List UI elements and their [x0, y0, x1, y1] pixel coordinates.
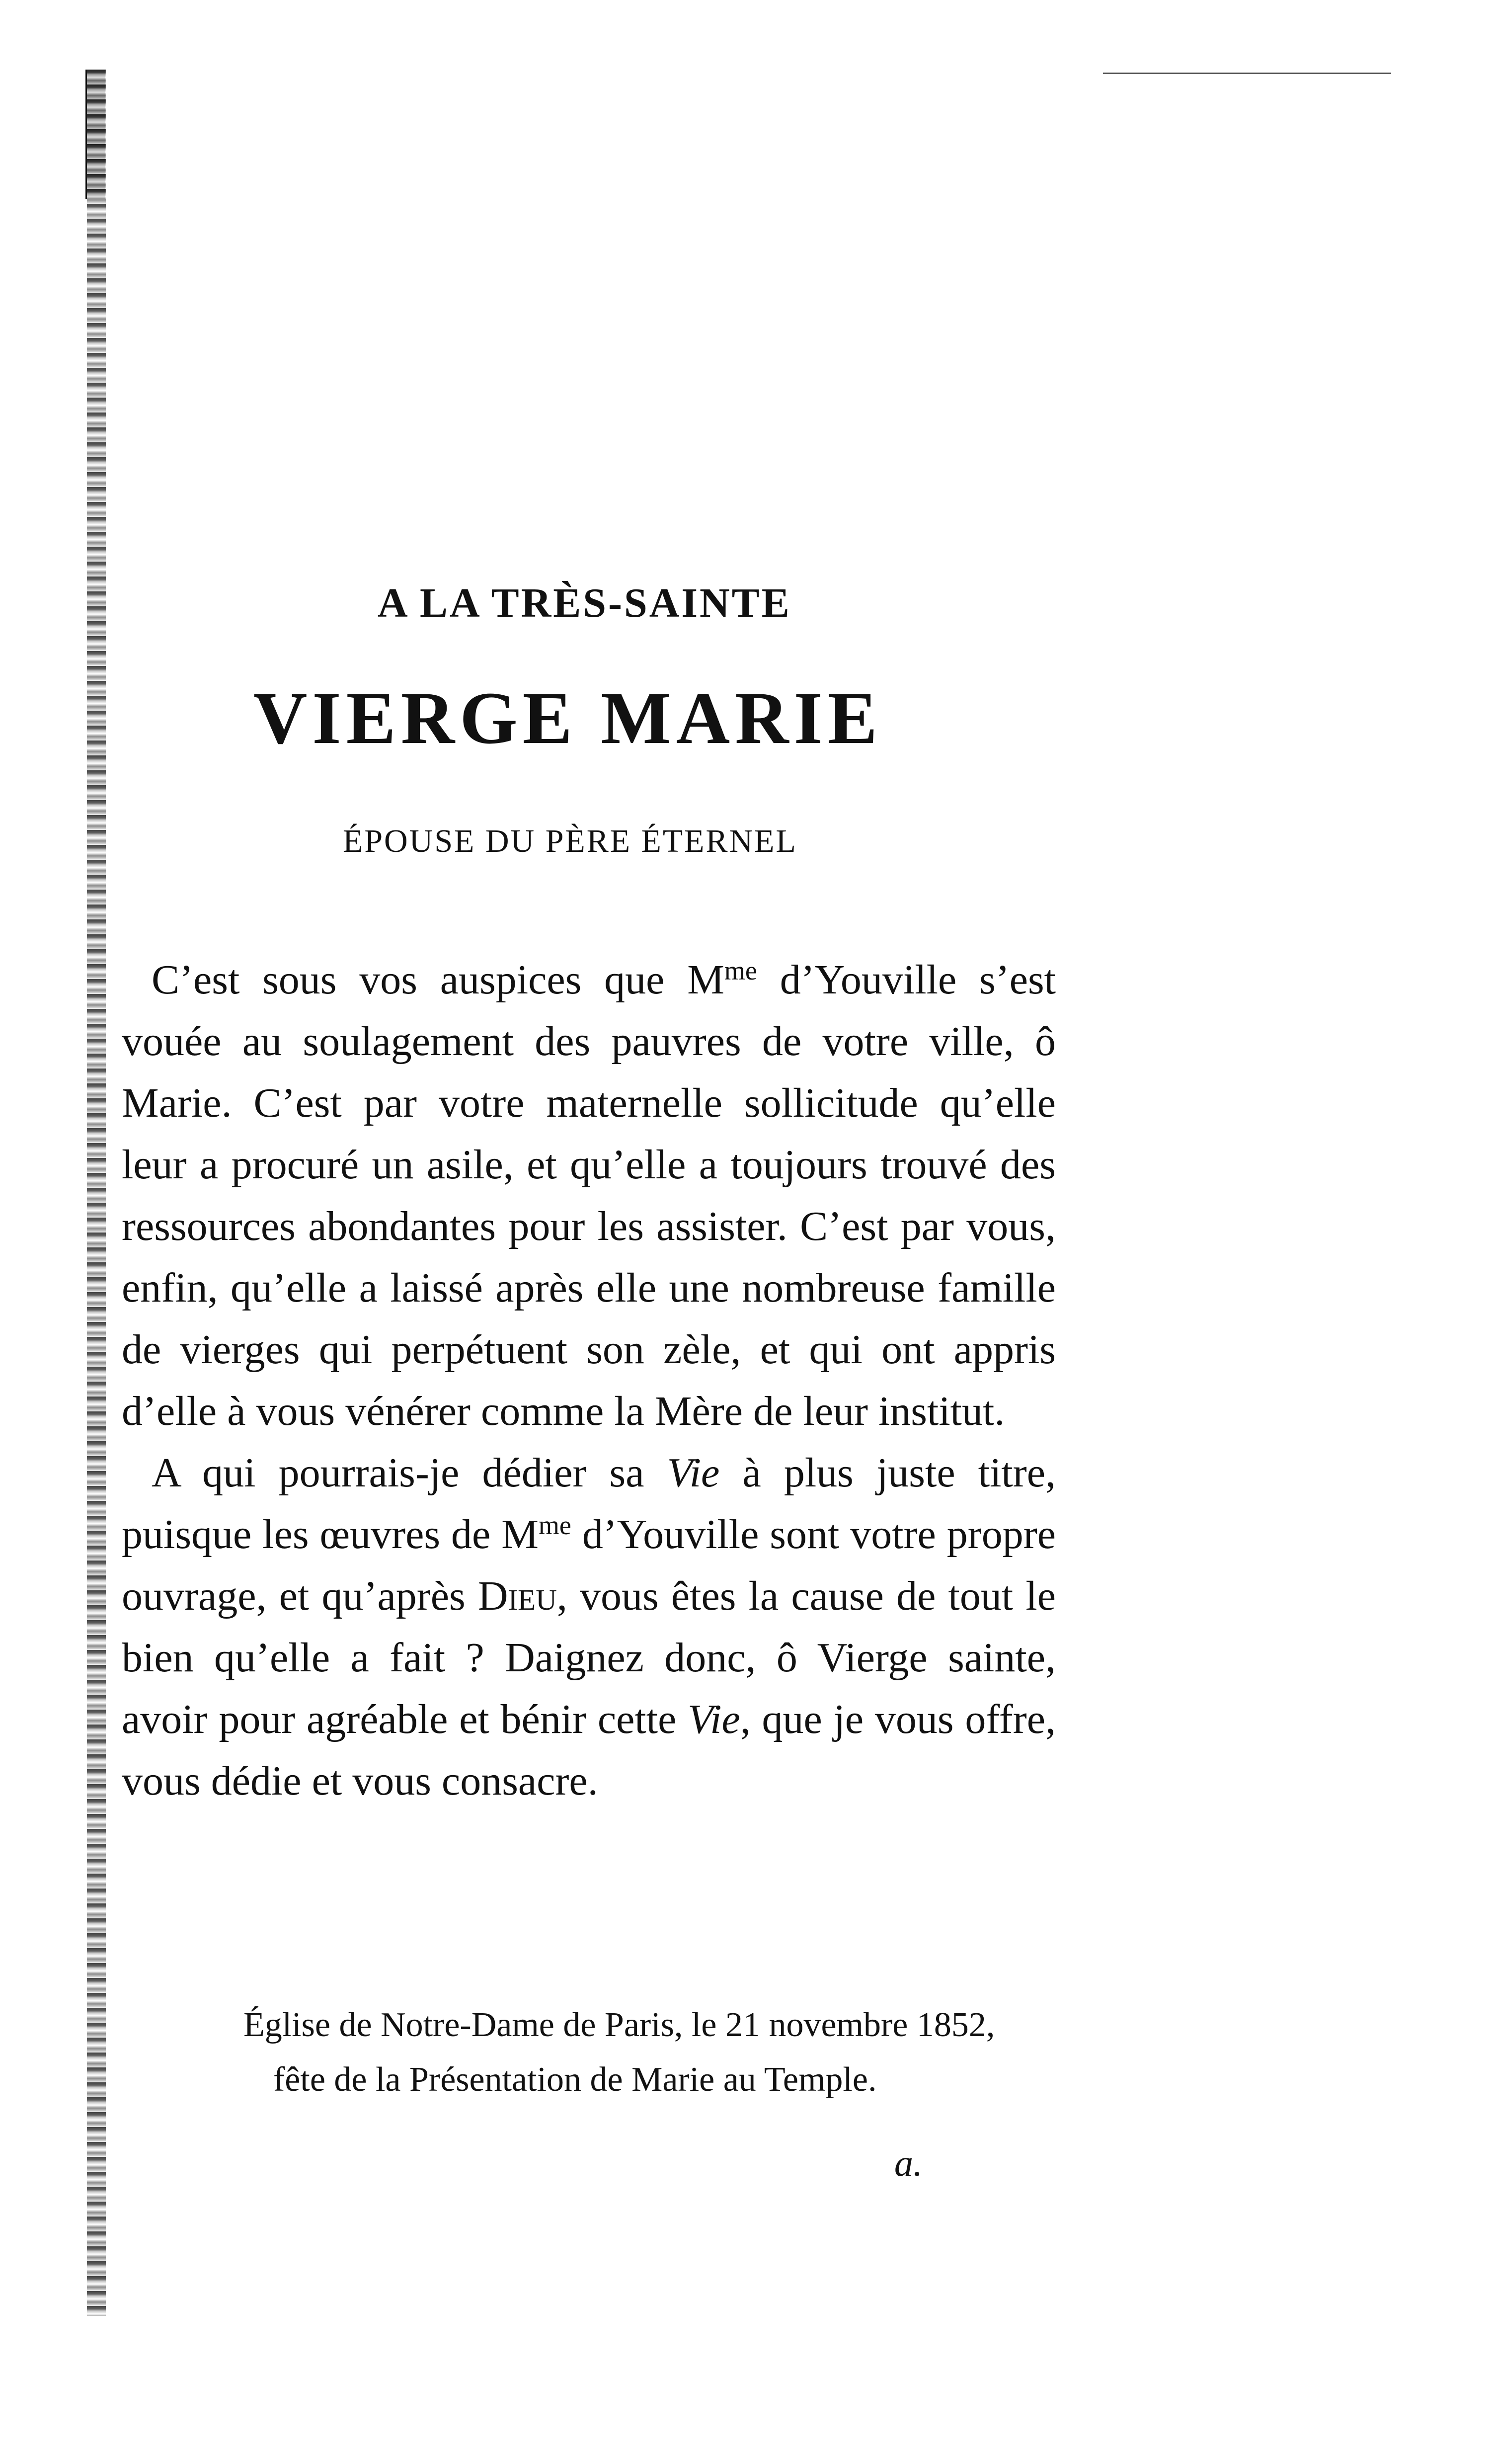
signoff-line-2: fête de la Présentation de Marie au Temple.: [273, 2060, 877, 2099]
dedication-body: [122, 949, 1056, 1812]
dedication-line-3: ÉPOUSE DU PÈRE ÉTERNEL: [343, 823, 797, 859]
signoff-line-1: Église de Notre-Dame de Paris, le 21 novembre 1852,: [243, 2006, 995, 2044]
binding-edge: [87, 70, 106, 2316]
paragraph-2: A qui pourrais-je dédier sa Vie à plus juste titre, puisque les œuvres de $M^{me}$ d’Youville sont votre propre ouvrage, et qu’après Dieu, vous êtes la cause de tout le bien qu’elle a fait ? Daignez donc, ô Vierge sainte, avoir pour agréable et bénir cette Vie, que je vous offre, vous dédie et vous consacre.: [122, 1450, 1056, 1804]
dedication-line-1: A LA TRÈS-SAINTE: [378, 580, 791, 626]
signature-mark: a.: [894, 2142, 923, 2184]
dedication-title: VIERGE MARIE: [253, 677, 882, 759]
signoff: [243, 1998, 995, 2107]
paragraph-1: C’est sous vos auspices que $M^{me}$ d’Youville s’est vouée au soulagement des pauvres de votre ville, ô Marie. C’est par votre maternelle sollicitude qu’elle leur a procuré un asile, et qu’elle a toujours trouvé des ressources abondantes pour les assister. C’est par vous, enfin, qu’elle a laissé après elle une nombreuse famille de vierges qui perpétuent son zèle, et qui ont appris d’elle à vous vénérer comme la Mère de leur institut.: [122, 956, 1056, 1434]
top-rule: [1103, 73, 1391, 74]
